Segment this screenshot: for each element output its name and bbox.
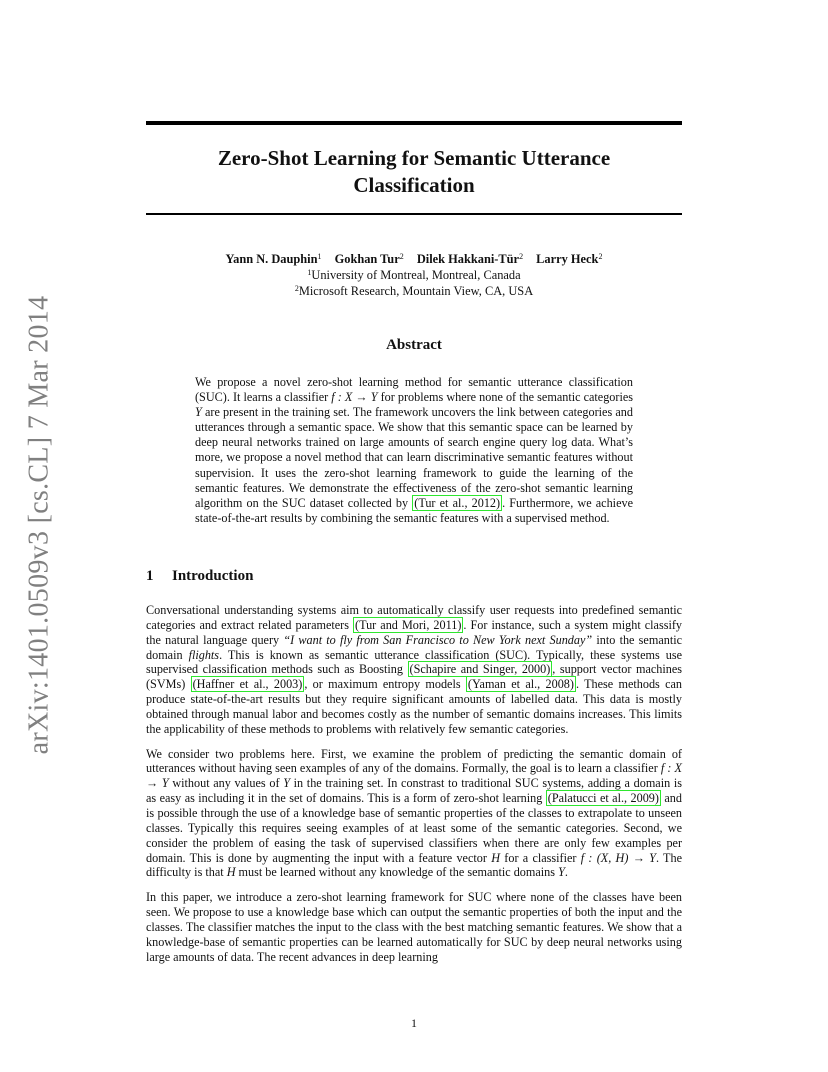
- author-names: [146, 251, 682, 267]
- affiliation-mark: 2: [399, 252, 404, 261]
- title-rule-bottom: [146, 213, 682, 215]
- section-heading-introduction: [146, 568, 253, 585]
- affiliation-mark: 2: [598, 252, 603, 261]
- abstract-text: We propose a novel zero-shot learning method for semantic utterance classification (SUC). It learns a classifier f : X → Y for problems where none of the semantic categories Y are present in the training set. The framework uncovers the link between categories and utterances through a semantic space. We show that this semantic space can be learned by deep neural networks trained on large amounts of search engine query log data. What’s more, we propose a novel method that can learn discriminative semantic features without supervision. It uses the zero-shot learning framework to guide the learning of the semantic features. We demonstrate the effectiveness of the zero-shot semantic learning algorithm on the SUC dataset collected by (Tur et al., 2012) . Furthermore, we achieve state-of-the-art results by combining the semantic features with a supervised method.: [195, 375, 633, 525]
- author-block: [146, 251, 682, 299]
- arxiv-id-label: arXiv:1401.0509v3 [cs.CL] 7 Mar 2014: [23, 295, 55, 755]
- affiliation-mark: 2: [519, 252, 524, 261]
- affiliation-line: $^1$University of Montreal, Montreal, Canada: [307, 268, 521, 282]
- arxiv-sidebar-stamp: [22, 295, 56, 755]
- author-name: Yann N. Dauphin: [225, 252, 318, 266]
- math-classifier: f : X → Y: [331, 390, 378, 405]
- page-number: 1: [411, 1016, 417, 1030]
- title-rule-top: [146, 121, 682, 125]
- introduction-body: [146, 603, 682, 974]
- author-name: Dilek Hakkani-Tür: [416, 252, 520, 266]
- citation-link[interactable]: (Yaman et al., 2008): [467, 677, 574, 692]
- paragraph: Conversational understanding systems aim to automatically classify user requests into predefined semantic categories and extract related parameters (Tur and Mori, 2011) . For instance, such a system might classify the natural language query “I want to fly from San Francisco to New York next Sunday” into the semantic domain flights. This is known as semantic utterance classification (SUC). Typically, these systems use supervised classification methods such as Boosting (Schapire and Singer, 2000) , support vector machines (SVMs) (Haffner et al., 2003) , or maximum entropy models (Yaman et al., 2008) . These methods can produce state-of-the-art results but they require significant amounts of labelled data. This data is mostly obtained through manual labor and becomes costly as the number of semantic domains increases. This limits the applicability of these methods to problems with relatively few semantic categories.: [146, 603, 683, 736]
- affiliation-line: $^2$Microsoft Research, Mountain View, CA, USA: [294, 284, 534, 298]
- title-line-2: Classification: [353, 173, 475, 197]
- author-name: Larry Heck: [536, 252, 599, 266]
- section-title: Introduction: [172, 568, 254, 584]
- citation-link[interactable]: (Schapire and Singer, 2000): [409, 662, 551, 677]
- author-name: Gokhan Tur: [334, 252, 400, 266]
- paragraph: We consider two problems here. First, we examine the problem of predicting the semantic domain of utterances without having seen examples of any of the domains. Formally, the goal is to learn a classifier f : X → Y without any values of Y in the training set. In constrast to traditional SUC systems, adding a domain is as easy as including it in the set of domains. This is a form of zero-shot learning (Palatucci et al., 2009) and is possible through the use of a knowledge base of semantic properties of the classes to extrapolate to unseen classes. Typically this requires seeing examples of at least some of the semantic categories. Second, we consider the problem of easing the task of supervised classifiers when there are only few examples per domain. This is done by augmenting the input with a feature vector H for a classifier f : (X, H) → Y. The difficulty is that H must be learned without any knowledge of the semantic domains Y.: [146, 746, 682, 880]
- citation-link[interactable]: (Tur et al., 2012): [414, 495, 501, 510]
- section-number: 1: [146, 568, 154, 584]
- paragraph: In this paper, we introduce a zero-shot learning framework for SUC where none of the classes have been seen. We propose to use a knowledge base which can output the semantic properties of both the input and the classes. The classifier matches the input to the class with the best matching semantic features. We show that a knowledge-base of semantic properties can be learned automatically for SUC by deep neural networks using large amounts of data. The recent advances in deep learning: [146, 890, 682, 964]
- abstract-heading: Abstract: [386, 337, 442, 353]
- title-line-1: Zero-Shot Learning for Semantic Utterance: [217, 146, 611, 170]
- citation-link[interactable]: (Haffner et al., 2003): [192, 677, 303, 692]
- citation-link[interactable]: (Tur and Mori, 2011): [355, 617, 462, 632]
- affiliation-mark: 1: [317, 252, 322, 261]
- math-y: Y: [195, 405, 202, 420]
- citation-link[interactable]: (Palatucci et al., 2009): [547, 791, 659, 806]
- paper-title: [146, 145, 682, 199]
